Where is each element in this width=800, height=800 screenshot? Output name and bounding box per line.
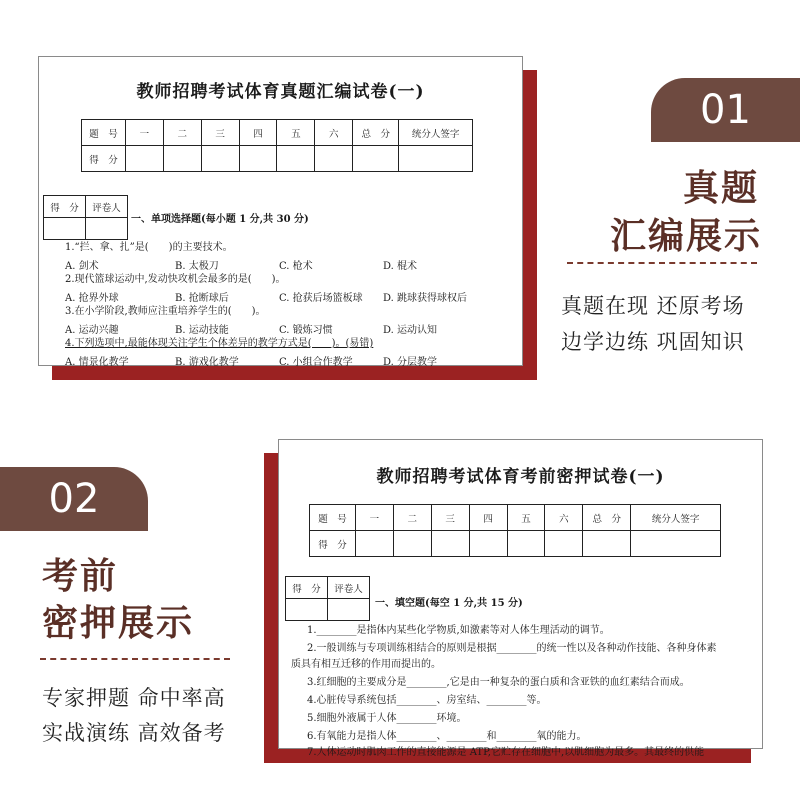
paper2-title: 教师招聘考试体育考前密押试卷(一) <box>376 467 665 487</box>
score-cell[interactable] <box>583 531 631 557</box>
score-cell[interactable] <box>469 531 507 557</box>
paper1-grader-box <box>43 195 128 240</box>
score-header-cell: 五 <box>277 120 315 146</box>
score-cell[interactable] <box>353 146 399 172</box>
question-option: B. 运动技能 <box>175 325 229 336</box>
paper1-title: 教师招聘考试体育真题汇编试卷(一) <box>136 82 425 102</box>
fill-blank-line: 4.心脏传导系统包括________、房室结、________等。 <box>307 695 547 706</box>
fill-blank-line: 1.________是指体内某些化学物质,如激素等对人体生理活动的调节。 <box>307 625 610 636</box>
grader-score-label: 得 分 <box>286 577 328 599</box>
score-cell[interactable] <box>545 531 583 557</box>
score-header-cell: 四 <box>469 505 507 531</box>
score-header-cell: 题 号 <box>310 505 356 531</box>
question-option: D. 分层教学 <box>383 357 438 368</box>
paper2-grader-box <box>285 576 370 621</box>
question-option: C. 小组合作教学 <box>279 357 353 368</box>
question-option: C. 抢获后场篮板球 <box>279 293 363 304</box>
section1-tagline1: 真题在现 还原考场 <box>561 294 745 318</box>
grader-score-label: 得 分 <box>44 196 86 218</box>
score-header-cell: 总 分 <box>583 505 631 531</box>
question-option: D. 运动认知 <box>383 325 438 336</box>
question-option: A. 剑术 <box>65 261 99 272</box>
section2-tagline1: 专家押题 命中率高 <box>42 686 226 710</box>
score-header-cell: 一 <box>125 120 163 146</box>
score-header-cell: 统分人签字 <box>631 505 721 531</box>
grader-reviewer-label: 评卷人 <box>86 196 128 218</box>
section1-title-line1: 真题 <box>683 167 760 209</box>
score-table-value-row <box>82 146 473 172</box>
fill-blank-line: 3.红细胞的主要成分是________,它是由一种复杂的蛋白质和含亚铁的血红素结合而成。 <box>307 677 690 688</box>
question-option: D. 棍术 <box>383 261 418 272</box>
question-option: C. 枪术 <box>279 261 313 272</box>
score-cell[interactable] <box>431 531 469 557</box>
score-cell[interactable] <box>239 146 277 172</box>
section1-title-line2: 汇编展示 <box>610 215 763 257</box>
score-row-label: 得 分 <box>82 146 126 172</box>
section2-title-line2: 密押展示 <box>42 602 195 644</box>
score-cell[interactable] <box>125 146 163 172</box>
grader-reviewer-cell[interactable] <box>328 599 370 621</box>
grader-reviewer-label: 评卷人 <box>328 577 370 599</box>
paper2-score-table <box>309 504 721 557</box>
score-header-cell: 总 分 <box>353 120 399 146</box>
question-stem: 2.现代篮球运动中,发动快攻机会最多的是( )。 <box>65 274 286 285</box>
score-header-cell: 二 <box>163 120 201 146</box>
section2-title-line1: 考前 <box>42 555 119 597</box>
paper2-section-heading: 一、填空题(每空 1 分,共 15 分) <box>375 598 523 609</box>
score-cell[interactable] <box>631 531 721 557</box>
section1-number-badge: 01 <box>651 78 800 142</box>
score-table-value-row <box>310 531 721 557</box>
paper1-sheet <box>38 56 523 366</box>
paper2-sheet <box>278 439 763 758</box>
score-cell[interactable] <box>277 146 315 172</box>
score-cell[interactable] <box>355 531 393 557</box>
score-header-cell: 六 <box>315 120 353 146</box>
question-option: B. 抢断球后 <box>175 293 229 304</box>
paper1-score-table <box>81 119 473 172</box>
score-cell[interactable] <box>315 146 353 172</box>
score-cell[interactable] <box>507 531 545 557</box>
score-header-cell: 一 <box>355 505 393 531</box>
fill-blank-line: 2.一般训练与专项训练相结合的原则是根据________的统一性以及各种动作技能、各种身体素 <box>307 643 717 654</box>
score-header-cell: 六 <box>545 505 583 531</box>
question-option: A. 运动兴趣 <box>65 325 119 336</box>
score-header-cell: 二 <box>393 505 431 531</box>
fill-blank-line: 6.有氧能力是指人体________、________和________氧的能力。 <box>307 731 587 742</box>
question-option: B. 太极刀 <box>175 261 219 272</box>
grader-score-cell[interactable] <box>286 599 328 621</box>
score-table-header-row <box>82 120 473 146</box>
score-cell[interactable] <box>399 146 473 172</box>
score-header-cell: 三 <box>201 120 239 146</box>
score-cell[interactable] <box>163 146 201 172</box>
score-table-header-row <box>310 505 721 531</box>
question-option: A. 情景化教学 <box>65 357 129 368</box>
score-header-cell: 三 <box>431 505 469 531</box>
section1-divider <box>567 262 757 264</box>
question-stem: 3.在小学阶段,教师应注重培养学生的( )。 <box>65 306 266 317</box>
question-stem: 1.“拦、拿、扎”是( )的主要技术。 <box>65 242 233 253</box>
score-cell[interactable] <box>201 146 239 172</box>
fill-blank-line: 质具有相互迁移的作用而提出的。 <box>291 659 441 670</box>
score-header-cell: 四 <box>239 120 277 146</box>
question-option: B. 游戏化教学 <box>175 357 239 368</box>
section2-divider <box>40 658 230 660</box>
grader-reviewer-cell[interactable] <box>86 218 128 240</box>
section2-tagline2: 实战演练 高效备考 <box>42 721 226 745</box>
fill-blank-line: 5.细胞外液属于人体________环境。 <box>307 713 467 724</box>
score-cell[interactable] <box>393 531 431 557</box>
paper1-section-heading: 一、单项选择题(每小题 1 分,共 30 分) <box>131 214 309 225</box>
score-header-cell: 统分人签字 <box>399 120 473 146</box>
question-option: C. 锻炼习惯 <box>279 325 333 336</box>
grader-score-cell[interactable] <box>44 218 86 240</box>
section1-tagline2: 边学边练 巩固知识 <box>561 330 745 354</box>
question-option: A. 抢界外球 <box>65 293 119 304</box>
score-header-cell: 题 号 <box>82 120 126 146</box>
score-header-cell: 五 <box>507 505 545 531</box>
score-row-label: 得 分 <box>310 531 356 557</box>
section2-number-badge: 02 <box>0 467 148 531</box>
fill-blank-line: 7.人体运动时肌肉工作的直接能源是 ATP,它贮存在细胞中,以肌细胞为最多。其最终的供能 <box>307 747 705 758</box>
question-stem: 4.下列选项中,最能体现关注学生个体差异的教学方式是( )。(易错) <box>65 338 374 349</box>
question-option: D. 跳球获得球权后 <box>383 293 468 304</box>
